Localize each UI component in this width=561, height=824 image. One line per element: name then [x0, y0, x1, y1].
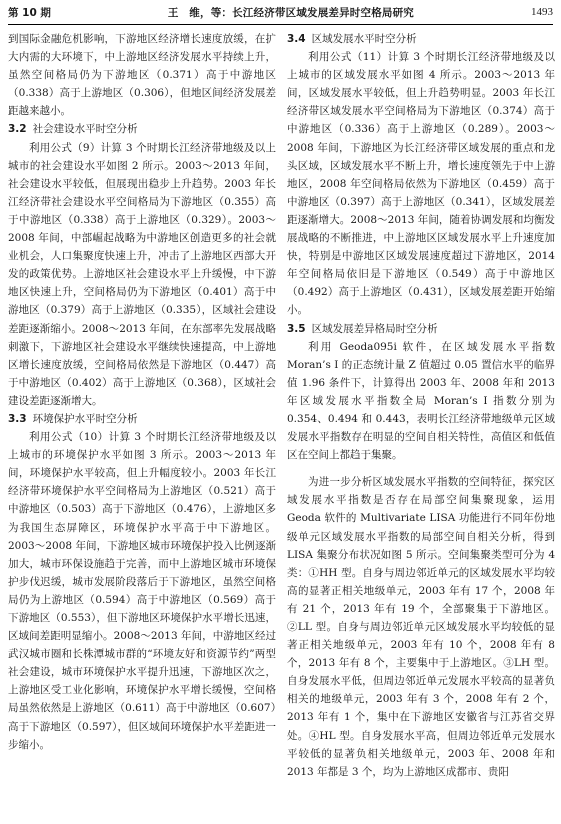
section-heading	[287, 320, 555, 338]
body-paragraph: 利用 Geoda095i 软件，在区域发展水平指数 Moran’s I 的正态统计量 Z 值超过 0.05 置信水平的临界值 1.96 条件下，计算得出 2003 年、2008 年和 2013 年区域发展水平指数全局 Moran’s I 指数分别为 0.354、0.494 和 0.443，表明长江经济带地级单元区域发展水平指数存在明显的空间自相关特性，高值区和低值区在空间上都趋于集聚。	[287, 340, 555, 462]
section-number: 3.4	[287, 33, 306, 45]
section-heading	[8, 120, 276, 138]
section-title: 区域发展水平时空分析	[311, 33, 417, 45]
left-column	[8, 30, 276, 820]
section-title: 区域发展差异格局时空分析	[311, 322, 438, 335]
body-paragraph: 到国际金融危机影响，下游地区经济增长速度放缓，在扩大内需的大环境下，中上游地区经济发展水平持续上升，虽然空间格局仍为下游地区（0.371）高于中游地区（0.338）高于上游地区（0.306），但地区间经济发展差距越来越小。	[8, 33, 276, 118]
issue-number: 第 10 期	[8, 6, 51, 19]
body-paragraph: 利用公式（11）计算 3 个时期长江经济带地级及以上城市的区域发展水平如图 4 所示。2003～2013 年间，区域发展水平较低，但上升趋势明显。2003 年长江经济带区域发展水平空间格局为下游地区（0.374）高于中游地区（0.336）高于上游地区（0.289）。2003～2008 年间，下游地区为长江经济带区域发展的重点和龙头区域，区域发展水平不断上升，增长速度领先于中上游地区，2008 年空间格局依然为下游地区（0.459）高于中游地区（0.397）高于上游地区（0.341），区域发展差距逐渐增大。2008～2013 年间，随着协调发展和均衡发展战略的不断推进，中上游地区区域发展水平上升速度加快，特别是中游地区区域发展速度超过下游地区，2014 年空间格局依旧是下游地区（0.549）高于中游地区（0.492）高于上游地区（0.431），区域发展差距开始缩小。	[287, 51, 555, 317]
page-number: 1493	[530, 6, 553, 18]
section-heading	[287, 30, 555, 48]
body-paragraph: 利用公式（10）计算 3 个时期长江经济带地级及以上城市的环境保护水平如图 3 所示。2003～2013 年间，环境保护水平较高，但上升幅度较小。2003 年长江经济带环境保护水平空间格局为上游地区（0.521）高于中游地区（0.503）高于下游地区（0.476），上游地区多为我国生态屏障区，环境保护水平高于中下游地区。2003～2008 年间，下游地区城市环境保护投入比例逐渐加大，城市环保设施趋于完善，而中上游地区城市环境保护步伐迟缓，城市发展阶段落后于下游地区，虽然空间格局仍为上游地区（0.594）高于中游地区（0.569）高于下游地区（0.553），但下游地区环境保护水平增长迅速，区域间差距明显缩小。2008～2013 年间，中游地区经过武汉城市圈和长株潭城市群的“环境友好和资源节约”两型社会建设，城市环境保护水平提升迅速，下游地区次之，上游地区受工业化影响，环境保护水平增长缓慢，空间格局虽然依然是上游地区（0.611）高于中游地区（0.607）高于下游地区（0.597），但区域间环境保护水平差距进一步缩小。	[8, 431, 276, 751]
section-title: 环境保护水平时空分析	[32, 412, 138, 425]
body-paragraph: 利用公式（9）计算 3 个时期长江经济带地级及以上城市的社会建设水平如图 2 所示。2003～2013 年间，社会建设水平较低，但展现出稳步上升趋势。2003 年长江经济带社会建设水平空间格局为下游地区（0.355）高于中游地区（0.338）高于上游地区（0.329）。2003～2008 年间，中部崛起战略为中游地区创造更多的社会就业机会，人口集聚度快速上升，冲击了上游地区西部大开发的政策优势。上游地区社会建设水平上升缓慢，中下游地区快速上升，空间格局仍为下游地区（0.401）高于中游地区（0.379）高于上游地区（0.335），区域社会建设差距逐渐缩小。2008～2013 年间，在东部率先发展战略刺激下，下游地区社会建设水平继续快速提高，中上游地区增长速度放缓，空间格局依然是下游地区（0.447）高于中游地区（0.402）高于上游地区（0.368），区域社会建设差距逐渐增大。	[8, 141, 276, 407]
section-title: 社会建设水平时空分析	[32, 123, 138, 136]
section-number: 3.5	[287, 322, 306, 335]
running-header	[8, 0, 553, 25]
body-paragraph: 为进一步分析区域发展水平指数的空间特征，探究区域发展水平指数是否存在局部空间集聚现象，运用 Geoda 软件的 Multivariate LISA 功能进行不同年份地级单元区域发展水平指数的局部空间自相关分析，得到 LISA 集聚分布状况如图 5 所示。空间集聚类型可分为 4 类：①HH 型。自身与周边邻近单元的区域发展水平均较高的显著正相关地级单元，2003 年有 17 个，2008 年有 21 个，2013 年有 19 个，全部聚集于下游地区。②LL 型。自身与周边邻近单元区域发展水平均较低的显著正相关地级单元，2003 年有 10 个，2008 年有 8 个，2013 年有 8 个，主要集中于上游地区。③LH 型。自身发展水平低，但周边邻近单元发展水平较高的显著负相关的地级单元，2003 年有 3 个，2008 年有 2 个，2013 年有 1 个，集中在下游地区安徽省与江苏省交界处。④HL 型。自身发展水平高，但周边邻近单元发展水平较低的显著负相关地级单元，2003 年、2008 年和 2013 年都是 3 个，均为上游地区成都市、贵阳	[287, 476, 555, 778]
section-number: 3.2	[8, 123, 27, 136]
right-column	[287, 30, 555, 820]
section-number: 3.3	[8, 412, 27, 425]
section-heading	[8, 410, 276, 428]
running-title: 王 维，等：长江经济带区域发展差异时空格局研究	[167, 6, 415, 19]
